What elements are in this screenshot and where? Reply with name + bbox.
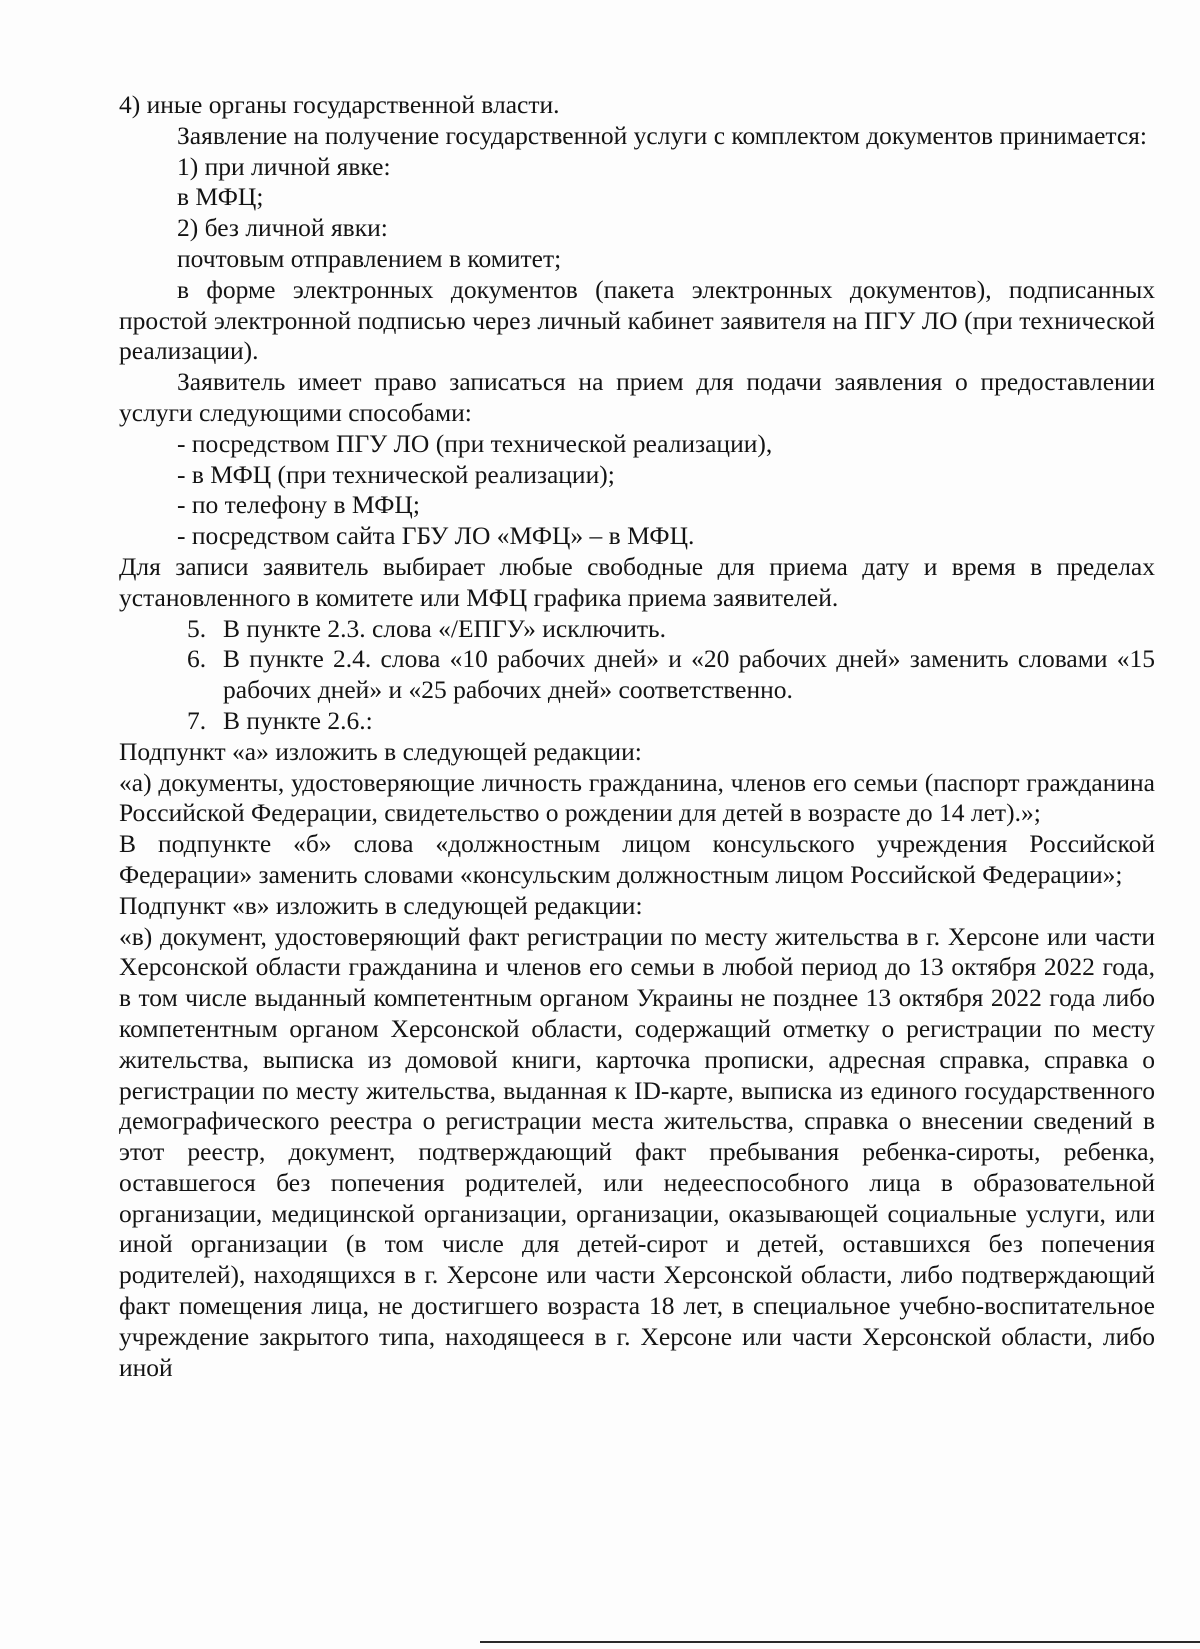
paragraph-schedule: Для записи заявитель выбирает любые свободные для приема дату и время в пределах установленного в комитете или МФЦ графика приема заявителей.: [119, 551, 1155, 612]
list-item-phone: - по телефону в МФЦ;: [177, 490, 420, 520]
paragraph-application-accepted: Заявление на получение государственной услуги с комплектом документов принимается:: [177, 120, 1147, 150]
item-text: В пункте 2.3. слова «/ЕПГУ» исключить.: [223, 613, 667, 643]
numbered-item-5: [119, 614, 1155, 645]
item-number: 7.: [187, 705, 207, 735]
paragraph-in-person: 1) при личной явке:: [177, 151, 391, 181]
paragraph-subpoint-v-text: «в) документ, удостоверяющий факт регистрации по месту жительства в г. Херсоне или части Херсонской области гражданина и членов его семьи в любой период до 13 октября 2022 года, в том числе выданный компетентным органом Украины не позднее 13 октября 2022 года либо компетентным органом Херсонской области, содержащий отметку о регистрации по месту жительства, выписка из домовой книги, карточка прописки, адресная справка, справка о регистрации по месту жительства, выданная к ID-карте, выписка из единого государственного демографического реестра о регистрации места жительства, справка о внесении сведений в этот реестр, документ, подтверждающий факт пребывания ребенка-сироты, ребенка, оставшегося без попечения родителей, или недееспособного лица в образовательной организации, медицинской организации, организации, оказывающей социальные услуги, или иной организации (в том числе для детей-сирот и детей, оставшихся без попечения родителей), находящихся в г. Херсоне или части Херсонской области, либо подтверждающий факт помещения лица, не достигшего возраста 18 лет, в специальное учебно-воспитательное учреждение закрытого типа, находящееся в г. Херсоне или части Херсонской области, либо иной: [119, 921, 1155, 1382]
paragraph-electronic: в форме электронных документов (пакета электронных документов), подписанных простой электронной подписью через личный кабинет заявителя на ПГУ ЛО (при технической реализации).: [119, 274, 1155, 366]
paragraph-other-authorities: 4) иные органы государственной власти.: [119, 90, 560, 119]
page-bottom-edge: [480, 1641, 1200, 1643]
paragraph-subpoint-a-heading: Подпункт «а» изложить в следующей редакции:: [119, 736, 642, 766]
paragraph-appointment: Заявитель имеет право записаться на прием для подачи заявления о предоставлении услуги следующими способами:: [119, 367, 1155, 427]
list-item-pgu: - посредством ПГУ ЛО (при технической реализации),: [177, 428, 773, 458]
item-text: В пункте 2.6.:: [223, 705, 373, 735]
paragraph-subpoint-b: В подпункте «б» слова «должностным лицом консульского учреждения Российской Федерации» заменить словами «консульским должностным лицом Российской Федерации»;: [119, 829, 1155, 889]
paragraph-mfc: в МФЦ;: [177, 182, 264, 212]
document-body: [119, 90, 1155, 1383]
numbered-item-7: [119, 706, 1155, 737]
paragraph-remote: 2) без личной явки:: [177, 213, 388, 243]
item-number: 6.: [187, 644, 207, 674]
paragraph-subpoint-a-text: «а) документы, удостоверяющие личность гражданина, членов его семьи (паспорт гражданина Российской Федерации, свидетельство о рождении для детей в возрасте до 14 лет).»;: [119, 767, 1155, 828]
list-item-mfc: - в МФЦ (при технической реализации);: [177, 459, 615, 489]
item-number: 5.: [187, 613, 207, 643]
paragraph-postal: почтовым отправлением в комитет;: [177, 243, 562, 273]
list-item-website: - посредством сайта ГБУ ЛО «МФЦ» – в МФЦ.: [177, 521, 695, 551]
numbered-item-6: [119, 644, 1155, 706]
item-text: В пункте 2.4. слова «10 рабочих дней» и «20 рабочих дней» заменить словами «15 рабочих дней» и «25 рабочих дней» соответственно.: [223, 644, 1155, 705]
paragraph-subpoint-v-heading: Подпункт «в» изложить в следующей редакции:: [119, 890, 643, 920]
